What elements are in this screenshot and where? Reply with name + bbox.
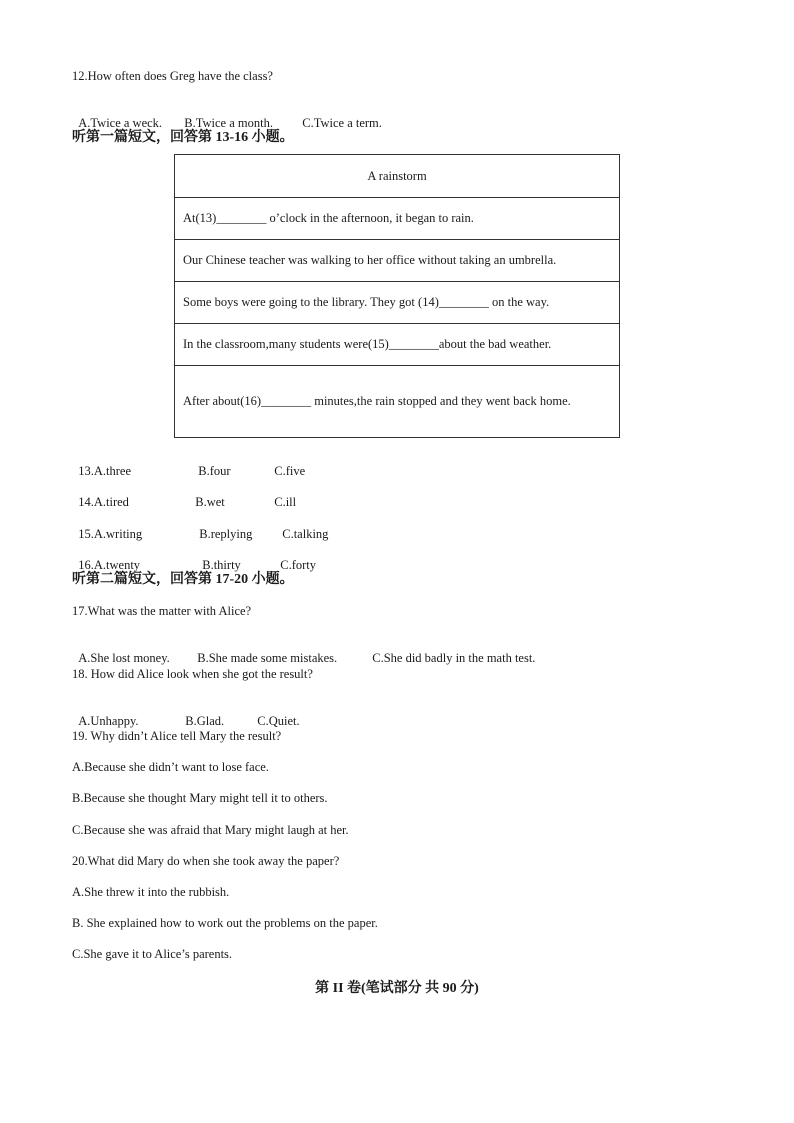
question-19-option-c: C.Because she was afraid that Mary might laugh at her. [72,823,349,837]
option-b: B.thirty [202,558,241,572]
passage-table [174,154,620,438]
section-title: 第 II 卷(笔试部分 共 90 分) [315,981,479,996]
table-cell: After about(16)________ minutes,the rain stopped and they went back home. [175,366,620,438]
question-13-options [72,447,305,479]
question-12-text: 12.How often does Greg have the class? [72,69,273,83]
table-cell: In the classroom,many students were(15)________about the bad weather. [175,324,620,366]
option-a: A.Twice a weck. [78,116,163,130]
question-19-text: 19. Why didn’t Alice tell Mary the result? [72,729,282,743]
question-12-options [72,99,382,131]
option-b: B.replying [199,527,253,541]
option-b: B.Glad. [185,714,225,728]
option-a: A.She lost money. [78,651,170,665]
option-c: C.Quiet. [257,714,300,728]
table-title: A rainstorm [175,155,620,198]
option-a: 13.A.three [78,464,132,478]
question-18-options [72,697,300,729]
option-b: B.four [198,464,231,478]
question-20-text: 20.What did Mary do when she took away the paper? [72,854,340,868]
table-row [175,198,620,240]
section-heading-passage-2: 听第二篇短文，回答第 17-20 小题。 [72,572,294,587]
question-19-option-a: A.Because she didn’t want to lose face. [72,760,269,774]
question-20-option-a: A.She threw it into the rubbish. [72,885,230,899]
table-cell: At(13)________ o’clock in the afternoon, it began to rain. [175,198,620,240]
question-15-options [72,510,328,542]
question-17-text: 17.What was the matter with Alice? [72,604,252,618]
table-cell: Some boys were going to the library. They got (14)________ on the way. [175,282,620,324]
question-20-option-c: C.She gave it to Alice’s parents. [72,947,233,961]
option-b: B.She made some mistakes. [197,651,338,665]
section-heading-passage-1: 听第一篇短文，回答第 13-16 小题。 [72,130,294,145]
option-b: B.wet [195,495,225,509]
question-19-option-b: B.Because she thought Mary might tell it to others. [72,791,328,805]
question-16-options [72,541,316,573]
option-c: C.five [274,464,306,478]
option-c: C.talking [282,527,329,541]
option-c: C.ill [274,495,297,509]
option-a: 15.A.writing [78,527,143,541]
option-a: 14.A.tired [78,495,129,509]
table-row [175,324,620,366]
table-row [175,240,620,282]
option-a: A.Unhappy. [78,714,139,728]
question-14-options [72,478,296,510]
option-c: C.She did badly in the math test. [372,651,536,665]
option-b: B.Twice a month. [184,116,273,130]
question-20-option-b: B. She explained how to work out the problems on the paper. [72,916,378,930]
table-row [175,155,620,198]
question-17-options [72,634,535,666]
table-row [175,366,620,438]
option-c: C.forty [280,558,317,572]
question-18-text: 18. How did Alice look when she got the result? [72,667,313,681]
table-cell: Our Chinese teacher was walking to her office without taking an umbrella. [175,240,620,282]
option-c: C.Twice a term. [302,116,382,130]
table-row [175,282,620,324]
option-a: 16.A.twenty [78,558,141,572]
